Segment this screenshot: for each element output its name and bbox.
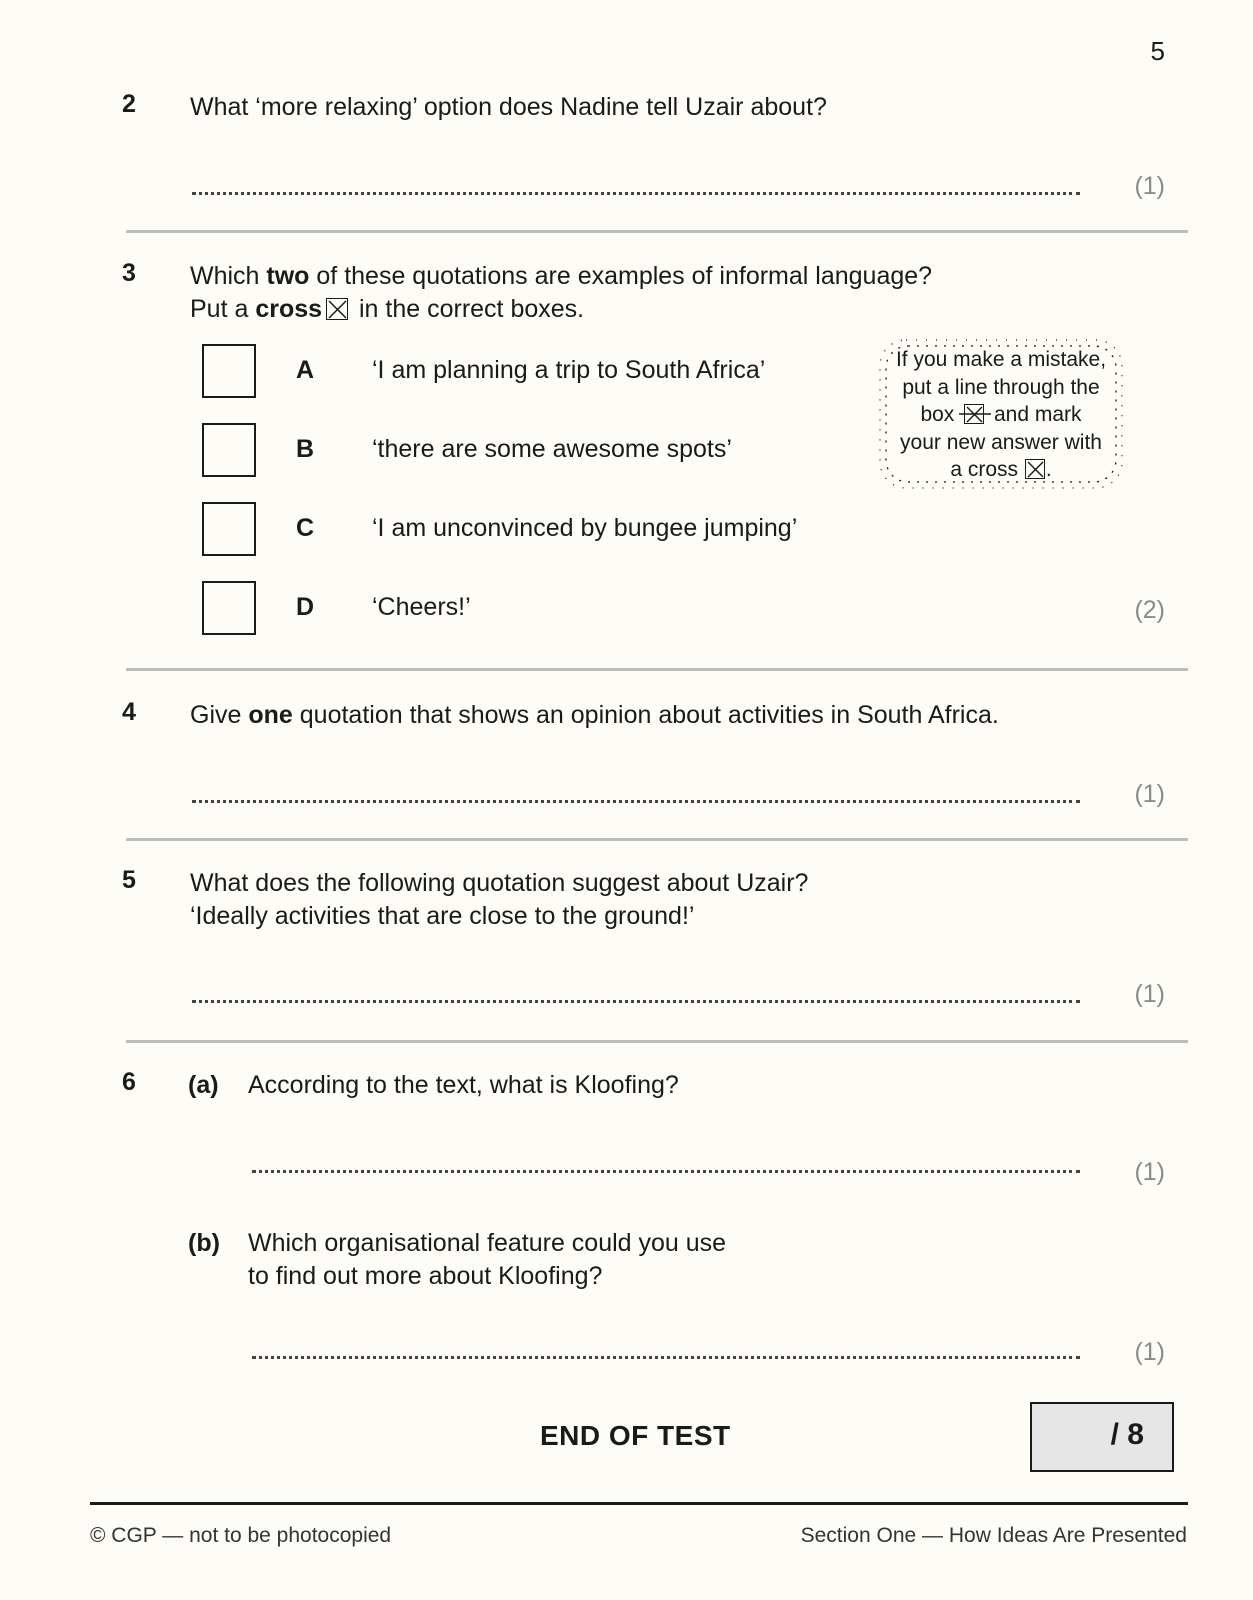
mistake-tip-bubble: [872, 334, 1130, 494]
question-4-text: Give one quotation that shows an opinion about activities in South Africa.: [190, 701, 999, 729]
question-2-mark: (1): [1134, 172, 1165, 200]
option-a-letter: A: [296, 356, 315, 384]
footer-copyright: © CGP — not to be photocopied: [90, 1524, 392, 1547]
tip-line-2: put a line through the: [902, 375, 1100, 399]
question-3-mark: (2): [1134, 596, 1165, 624]
question-2-number: 2: [122, 90, 136, 118]
question-2-answer-line[interactable]: [192, 192, 1080, 195]
option-d-text: ‘Cheers!’: [372, 593, 471, 621]
footer-section-title: Section One — How Ideas Are Presented: [800, 1524, 1187, 1547]
cross-box-icon: [326, 298, 348, 320]
question-6a-label: (a): [188, 1071, 219, 1099]
question-5-quotation: ‘Ideally activities that are close to the ground!’: [190, 902, 695, 930]
option-b-text: ‘there are some awesome spots’: [372, 435, 732, 463]
question-6a-answer-line[interactable]: [252, 1170, 1080, 1173]
divider: [126, 838, 1188, 841]
footer-divider: [90, 1502, 1188, 1505]
option-c-letter: C: [296, 514, 315, 542]
question-5-answer-line[interactable]: [192, 1000, 1080, 1003]
question-6b-label: (b): [188, 1229, 220, 1257]
question-5-text: What does the following quotation suggest about Uzair?: [190, 869, 809, 897]
question-6b-text-line-2: to find out more about Kloofing?: [248, 1262, 603, 1290]
question-5-mark: (1): [1134, 980, 1165, 1008]
score-box[interactable]: [1030, 1402, 1174, 1472]
question-3-number: 3: [122, 259, 136, 287]
question-4-mark: (1): [1134, 780, 1165, 808]
question-6a-mark: (1): [1134, 1158, 1165, 1186]
divider: [126, 230, 1188, 233]
divider: [126, 1040, 1188, 1043]
page-number: 5: [1150, 36, 1165, 66]
question-2-text: What ‘more relaxing’ option does Nadine tell Uzair about?: [190, 93, 827, 121]
tip-line-3: box and mark: [920, 403, 1082, 426]
option-d-letter: D: [296, 593, 315, 621]
question-6b-mark: (1): [1134, 1338, 1165, 1366]
option-b-checkbox[interactable]: [202, 423, 256, 477]
option-a-checkbox[interactable]: [202, 344, 256, 398]
score-total: / 8: [1110, 1418, 1144, 1451]
option-b-letter: B: [296, 435, 315, 463]
question-6b-answer-line[interactable]: [252, 1356, 1080, 1359]
tip-line-5: a cross .: [950, 458, 1052, 481]
question-4-number: 4: [122, 698, 136, 726]
option-a-text: ‘I am planning a trip to South Africa’: [372, 356, 766, 384]
question-5-number: 5: [122, 866, 136, 894]
question-3-instruction: Put a cross in the correct boxes.: [190, 295, 585, 323]
tip-line-4: your new answer with: [900, 430, 1102, 454]
option-d-checkbox[interactable]: [202, 581, 256, 635]
struck-cross-box-icon: [964, 404, 984, 424]
cross-box-icon: [1025, 459, 1045, 479]
divider: [126, 668, 1188, 671]
question-6-number: 6: [122, 1068, 136, 1096]
question-4-answer-line[interactable]: [192, 800, 1080, 803]
question-6a-text: According to the text, what is Kloofing?: [248, 1071, 679, 1099]
option-c-checkbox[interactable]: [202, 502, 256, 556]
tip-line-1: If you make a mistake,: [895, 348, 1107, 371]
option-c-text: ‘I am unconvinced by bungee jumping’: [372, 514, 798, 542]
question-6b-text-line-1: Which organisational feature could you use: [248, 1229, 727, 1257]
question-3-text: Which two of these quotations are examples of informal language?: [190, 262, 933, 290]
end-of-test-label: END OF TEST: [540, 1420, 731, 1451]
